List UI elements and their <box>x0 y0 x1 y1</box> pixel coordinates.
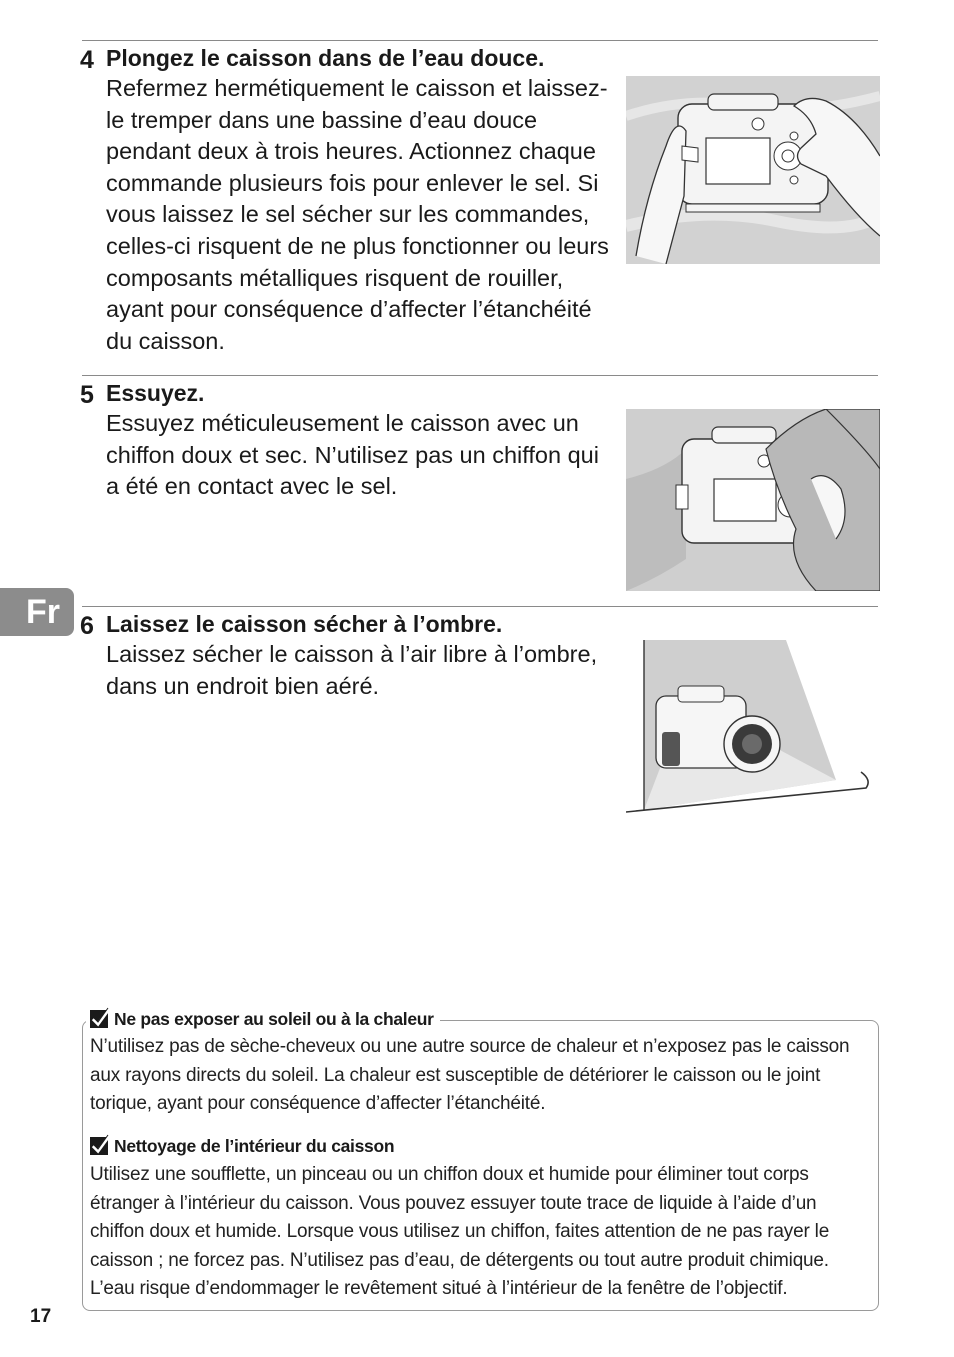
step-6-divider <box>82 606 878 607</box>
step-body: Refermez hermétiquement le caisson et laissez-le tremper dans une bassine d’eau douce pendant deux à trois heures. Actionnez chaque commande plusieurs fois pour enlever le sel. Si vous laissez le sel sécher sur les commandes, celles-ci risquent de ne plus fonctionner ou leurs composants métalliques risquent de rouiller, ayant pour conséquence d’affecter l’étanchéité du caisson. <box>106 75 609 354</box>
step-body: Laissez sécher le caisson à l’air libre à l’ombre, dans un endroit bien aéré. <box>106 641 598 699</box>
note-heading-text: Ne pas exposer au soleil ou à la chaleur <box>114 1009 434 1029</box>
step-title: Laissez le caisson sécher à l’ombre. <box>106 611 503 637</box>
illustration-dry-in-shade <box>626 640 872 816</box>
step-body: Essuyez méticuleusement le caisson avec un chiffon doux et sec. N’utilisez pas un chiffon qui a été en contact avec le sel. <box>106 410 599 500</box>
note-heading-sun-heat <box>86 1007 440 1030</box>
illustration-wipe-housing <box>626 409 880 591</box>
checkmark-box-icon <box>89 1007 111 1029</box>
step-title: Plongez le caisson dans de l’eau douce. <box>106 45 545 71</box>
step-number: 5 <box>80 381 94 409</box>
page-number: 17 <box>30 1306 52 1327</box>
note-text-sun-heat: N’utilisez pas de sèche-cheveux ou une autre source de chaleur et n’exposez pas le caisson aux rayons directs du soleil. La chaleur est susceptible de détériorer le caisson ou le joint torique, ayant pour conséquence d’affecter l’étanchéité. <box>90 1036 850 1114</box>
step-4 <box>80 42 620 362</box>
step-5-divider <box>82 375 878 376</box>
step-title: Essuyez. <box>106 380 205 406</box>
note-heading-interior-cleaning <box>86 1134 400 1157</box>
step-6 <box>80 608 620 708</box>
note-text-interior-cleaning: Utilisez une soufflette, un pinceau ou un chiffon doux et humide pour éliminer tout corps étranger à l’intérieur du caisson. Vous pouvez essuyer toute trace de liquide à l’aide d’un chiffon doux et humide. Lorsque vous utilisez un chiffon, faites attention de ne pas rayer le caisson ; ne forcez pas. N’utilisez pas d’eau, de détergents ou tout autre produit chimique. L’eau risque d’endommager le revêtement situé à l’intérieur de la fenêtre de l’objectif. <box>90 1164 830 1299</box>
step-5 <box>80 377 620 517</box>
language-tab: Fr <box>0 588 74 636</box>
step-number: 6 <box>80 612 94 640</box>
step-4-divider <box>82 40 878 41</box>
step-number: 4 <box>80 46 94 74</box>
note-heading-text: Nettoyage de l’intérieur du caisson <box>114 1136 395 1156</box>
checkmark-box-icon <box>89 1134 111 1156</box>
illustration-soak-housing <box>626 76 880 264</box>
